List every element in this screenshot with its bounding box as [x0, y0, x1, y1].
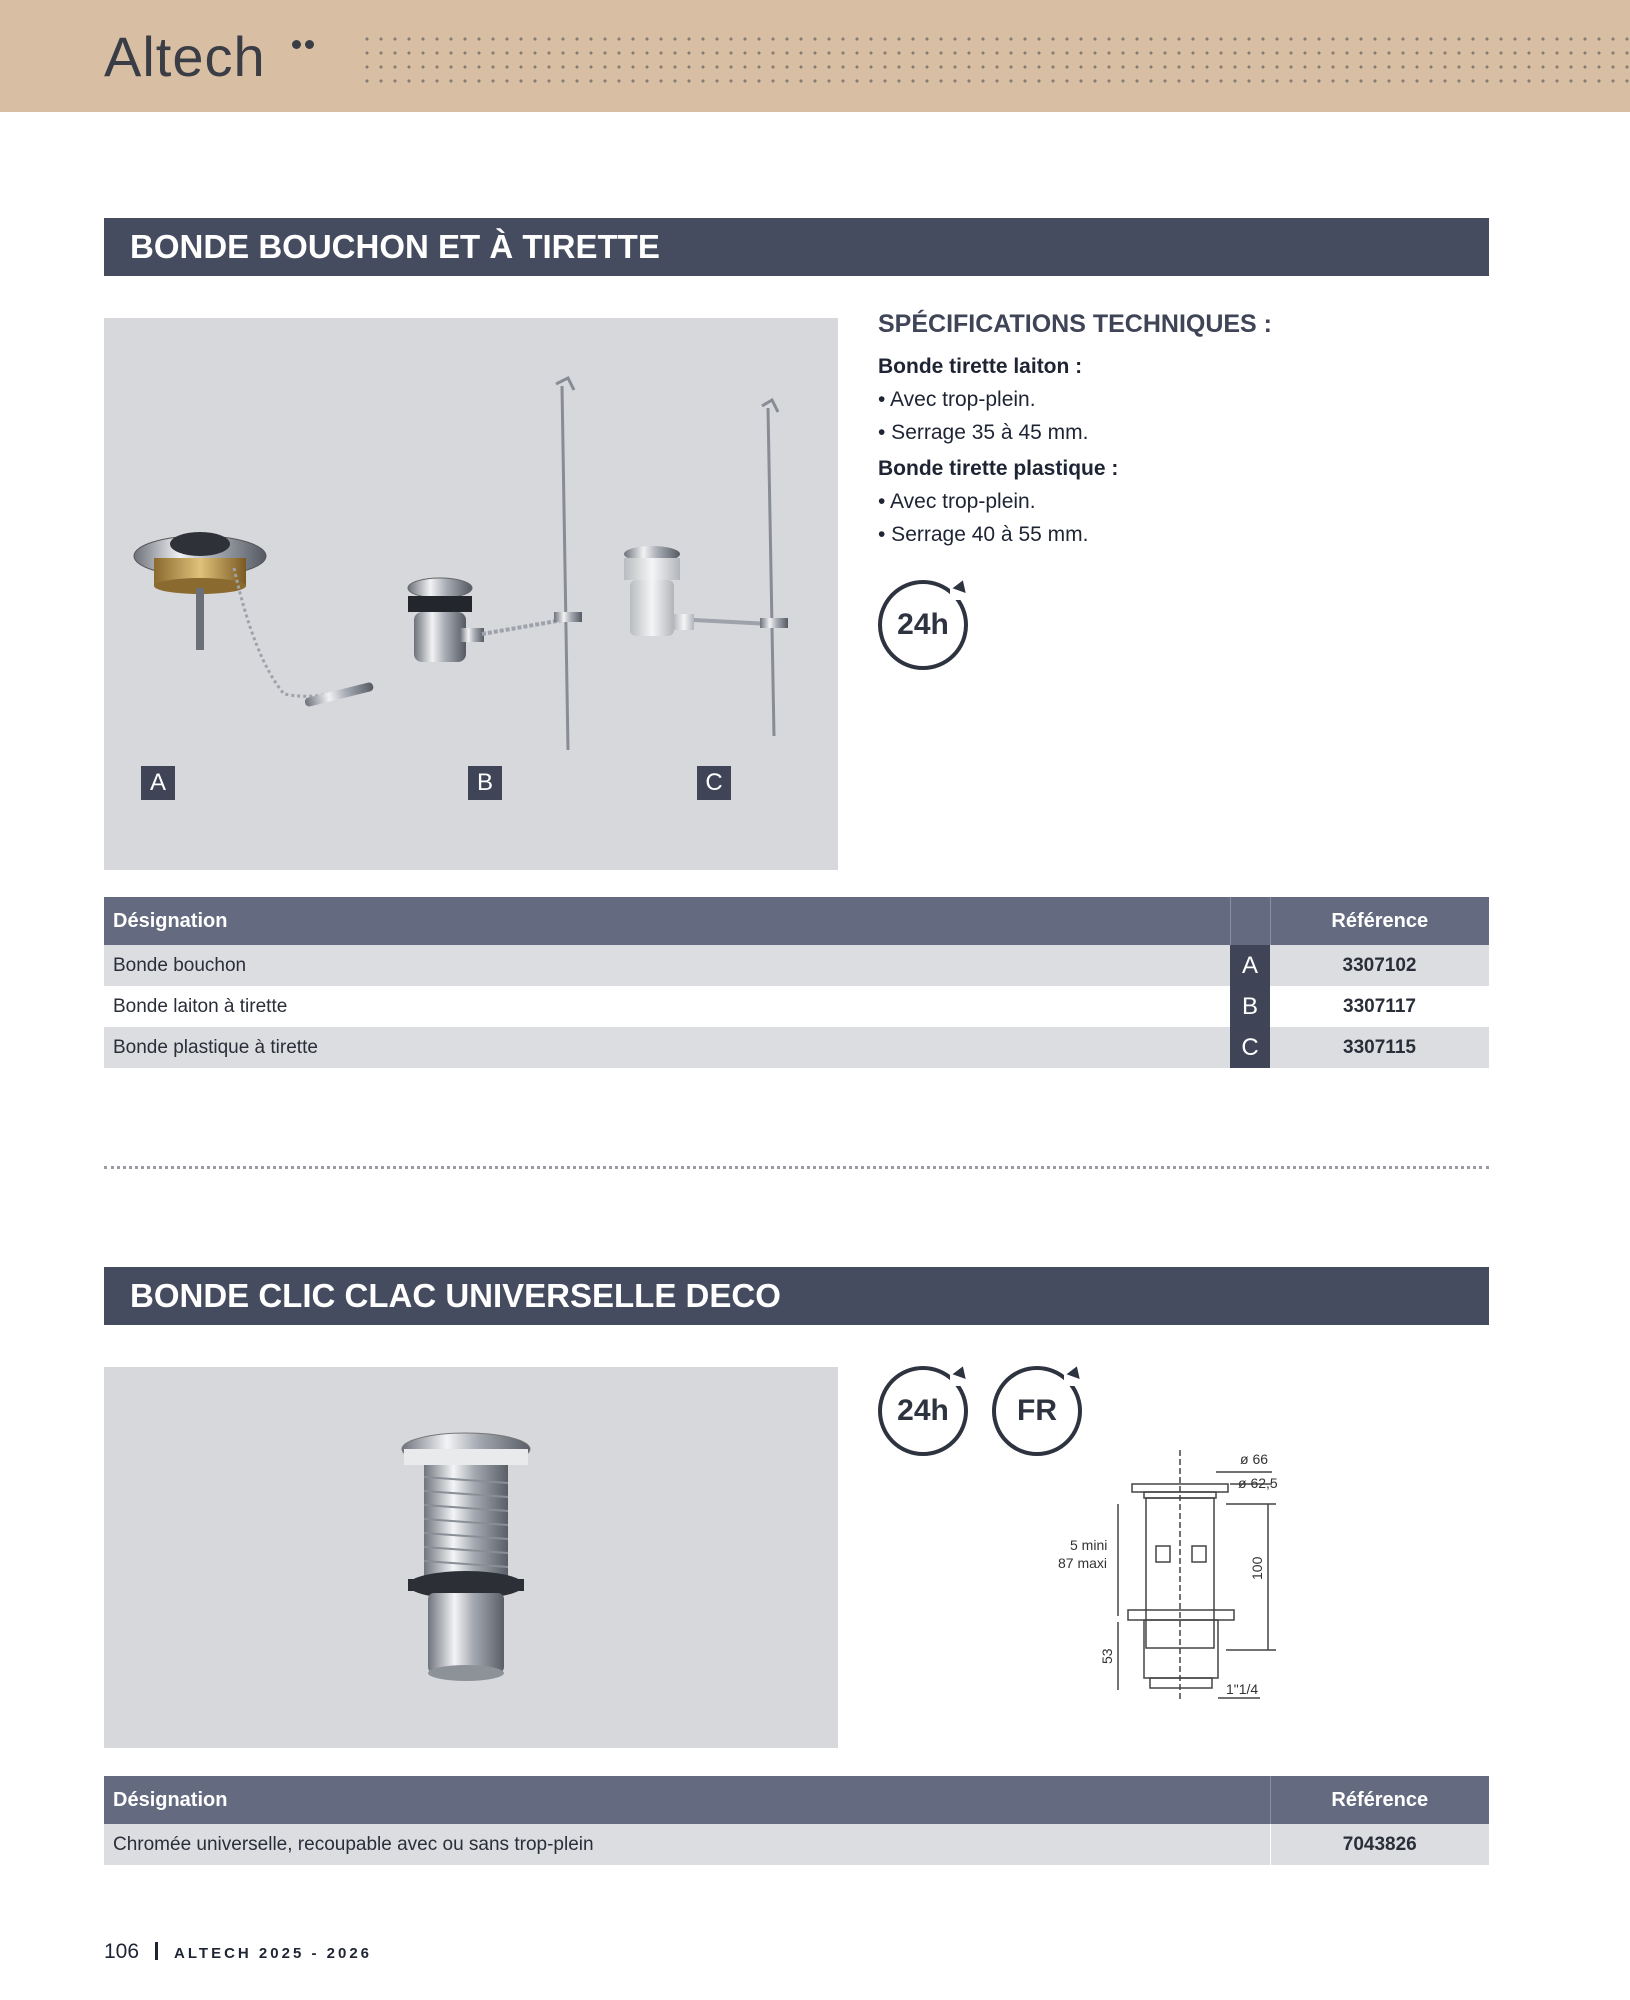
cell-code: B [1230, 986, 1270, 1027]
dimension-d66: ø 66 [1240, 1451, 1269, 1467]
header-band [0, 0, 1630, 112]
dimension-max: 87 maxi [1058, 1555, 1108, 1571]
section-title-bonde-clic-clac: BONDE CLIC CLAC UNIVERSELLE DECO [104, 1267, 1489, 1325]
badge-24h-label: 24h [897, 608, 949, 641]
table-row [104, 1824, 1489, 1865]
brand-logo: Altech [104, 25, 266, 88]
product-image-panel-2 [104, 1367, 838, 1748]
column-header-reference: Référence [1270, 897, 1489, 945]
column-header-reference: Référence [1270, 1776, 1489, 1824]
dimension-d625: ø 62,5 [1238, 1475, 1278, 1491]
badge-24h-icon [878, 580, 968, 670]
dimension-min: 5 mini [1070, 1537, 1108, 1553]
specs-heading: SPÉCIFICATIONS TECHNIQUES : [878, 310, 1273, 338]
image-label-b: B [468, 766, 502, 800]
logo-dots-icon [292, 36, 318, 54]
cell-code: C [1230, 1027, 1270, 1068]
image-label-a: A [141, 766, 175, 800]
refresh-arrow-icon [950, 578, 972, 600]
cell-designation: Chromée universelle, recoupable avec ou sans trop-plein [104, 1824, 1270, 1865]
technical-specifications [878, 310, 1438, 551]
cell-designation: Bonde bouchon [104, 945, 1230, 986]
product-illustration-clic-clac [104, 1367, 838, 1748]
table-row [104, 986, 1489, 1027]
cell-designation: Bonde laiton à tirette [104, 986, 1230, 1027]
dimension-h100: 100 [1249, 1556, 1265, 1580]
spec-item: • Avec trop-plein. [878, 490, 1036, 513]
image-label-c: C [697, 766, 731, 800]
dimension-h53: 53 [1099, 1648, 1115, 1664]
table-header-row [104, 1776, 1489, 1824]
badge-24h-label: 24h [897, 1394, 949, 1427]
table-row [104, 1027, 1489, 1068]
table-row [104, 945, 1489, 986]
dimension-thread: 1"1/4 [1226, 1681, 1259, 1697]
spec-item: • Serrage 40 à 55 mm. [878, 523, 1089, 546]
cell-reference: 3307102 [1270, 945, 1489, 986]
page-number: 106 [104, 1940, 140, 1963]
cell-designation: Bonde plastique à tirette [104, 1027, 1230, 1068]
product-table-2 [104, 1776, 1489, 1865]
product-image-panel-1 [104, 318, 838, 870]
badge-fr-label: FR [1017, 1394, 1057, 1427]
table-header-row [104, 897, 1489, 945]
spec-item: • Avec trop-plein. [878, 388, 1036, 411]
footer-separator [155, 1942, 158, 1960]
cell-reference: 7043826 [1270, 1824, 1489, 1865]
header-dot-pattern [360, 32, 1630, 88]
refresh-arrow-icon [950, 1364, 972, 1386]
cell-reference: 3307115 [1270, 1027, 1489, 1068]
spec-group-title: Bonde tirette laiton : [878, 355, 1083, 378]
bonde-plastique-tirette-drawing [624, 400, 788, 736]
page-footer [104, 1940, 372, 1964]
spec-item: • Serrage 35 à 45 mm. [878, 421, 1089, 444]
section-title-bonde-bouchon: BONDE BOUCHON ET À TIRETTE [104, 218, 1489, 276]
spec-group-title: Bonde tirette plastique : [878, 457, 1119, 480]
column-header-designation: Désignation [104, 897, 1230, 945]
technical-drawing [1040, 1440, 1320, 1712]
bonde-bouchon-drawing [134, 532, 374, 707]
column-header-code [1230, 897, 1270, 945]
badge-24h-icon [878, 1366, 968, 1456]
refresh-arrow-icon [1064, 1364, 1086, 1386]
cell-reference: 3307117 [1270, 986, 1489, 1027]
footer-brand: ALTECH 2025 - 2026 [174, 1945, 372, 1962]
product-table-1 [104, 897, 1489, 1068]
bonde-laiton-tirette-drawing [408, 378, 582, 750]
column-header-designation: Désignation [104, 1776, 1270, 1824]
section-divider [104, 1166, 1489, 1169]
cell-code: A [1230, 945, 1270, 986]
